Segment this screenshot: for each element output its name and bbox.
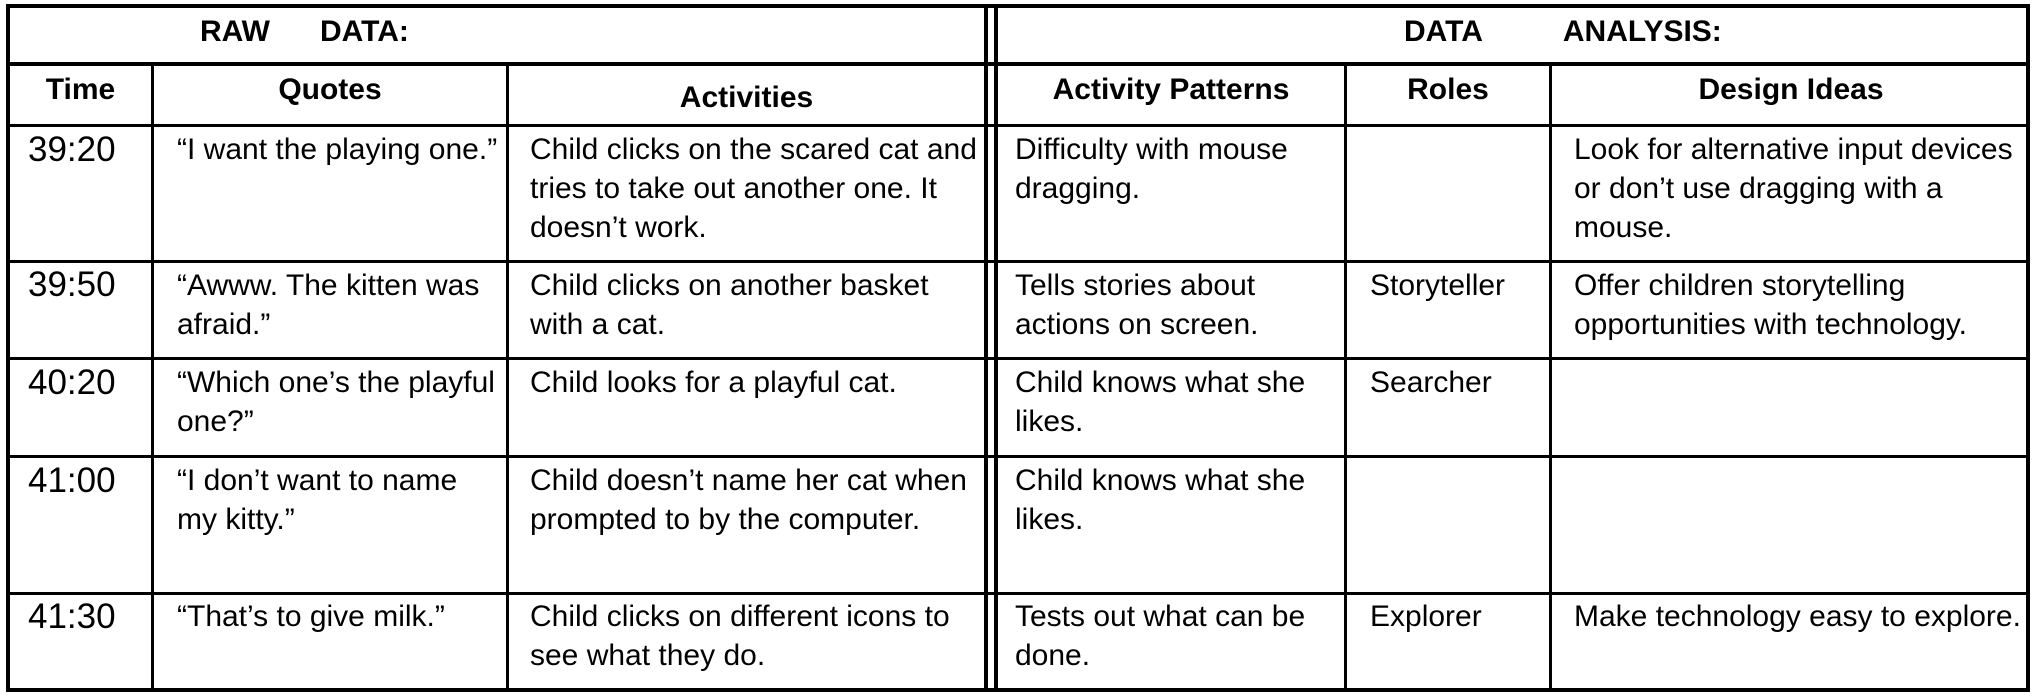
row4-activity: Child doesn’t name her cat when prompted to by the computer. (530, 464, 967, 536)
row1-quote: “I want the playing one.” (177, 133, 498, 166)
row1-time: 39:20 (28, 130, 116, 169)
header-roles: Roles (1407, 73, 1489, 106)
row2-time: 39:50 (28, 265, 116, 304)
section-divider-left (984, 4, 988, 692)
row4-pattern: Child knows what she likes. (1015, 464, 1306, 536)
row4-quote: “I don’t want to name my kitty.” (177, 464, 458, 536)
row1-activity: Child clicks on the scared cat and tries to take out another one. It doesn’t work. (530, 133, 977, 244)
rule-under-title (6, 62, 2030, 66)
row3-pattern: Child knows what she likes. (1015, 366, 1306, 438)
rule-row-1 (6, 260, 2030, 263)
row5-design: Make technology easy to explore. (1574, 600, 2021, 633)
data-analysis-title (1404, 12, 1722, 52)
header-activity-patterns: Activity Patterns (1052, 73, 1290, 106)
col-rule-roles (1344, 64, 1347, 692)
col-rule-quotes (506, 64, 509, 692)
col-rule-time (151, 64, 154, 692)
rule-under-header (6, 124, 2030, 127)
row5-quote: “That’s to give milk.” (177, 600, 445, 633)
row2-quote: “Awww. The kitten was afraid.” (177, 269, 480, 341)
row3-time: 40:20 (28, 363, 116, 402)
row4-time: 41:00 (28, 461, 116, 500)
raw-data-title (200, 12, 409, 52)
rule-row-4 (6, 592, 2030, 595)
row2-pattern: Tells stories about actions on screen. (1015, 269, 1259, 341)
row5-role: Explorer (1370, 600, 1482, 633)
col-rule-design (1549, 64, 1552, 692)
row3-role: Searcher (1370, 366, 1492, 399)
row5-pattern: Tests out what can be done. (1015, 600, 1306, 672)
row3-activity: Child looks for a playful cat. (530, 366, 897, 399)
rule-row-3 (6, 455, 2030, 458)
rule-row-2 (6, 357, 2030, 360)
row1-design: Look for alternative input devices or don’t use dragging with a mouse. (1574, 133, 2013, 244)
analysis-word: ANALYSIS: (1562, 15, 1722, 48)
header-design-ideas: Design Ideas (1698, 73, 1884, 106)
header-activities: Activities (679, 81, 814, 114)
raw-data-word: DATA: (320, 15, 409, 48)
row1-pattern: Difficulty with mouse dragging. (1015, 133, 1288, 205)
raw-word: RAW (200, 15, 270, 48)
row2-activity: Child clicks on another basket with a cat. (530, 269, 929, 341)
row5-time: 41:30 (28, 597, 116, 636)
header-quotes: Quotes (278, 73, 382, 106)
row3-quote: “Which one’s the playful one?” (177, 366, 495, 438)
row2-role: Storyteller (1370, 269, 1506, 302)
analysis-data-word: DATA (1404, 15, 1483, 48)
row5-activity: Child clicks on different icons to see what they do. (530, 600, 950, 672)
header-time: Time (45, 73, 116, 106)
row2-design: Offer children storytelling opportunities with technology. (1574, 269, 1968, 341)
